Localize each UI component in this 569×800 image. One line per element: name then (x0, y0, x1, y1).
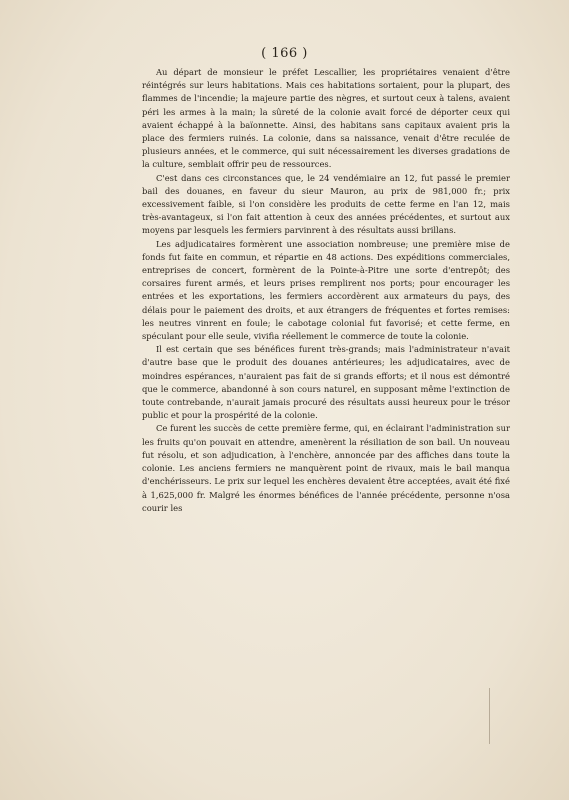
paragraph: Les adjudicataires formèrent une association nombreuse; une première mise de fonds fut faite en commun, et répartie en 48 actions. Des expéditions commerciales, entreprises de concert, formèrent de la Pointe-à-Pitre une sorte d'entrepôt; des corsaires furent armés, et leurs prises remplirent nos ports; pour encourager les entrées et les exportations, les fermiers accordèrent aux armateurs du pays, des délais pour le paiement des droits, et aux étrangers de fréquentes et fortes remises: les neutres vinrent en foule; le cabotage colonial fut favorisé; et cette ferme, en spéculant pour elle seule, vivifia réellement le commerce de toute la colonie. (142, 238, 510, 342)
body-text (142, 66, 510, 515)
paragraph: Au départ de monsieur le préfet Lescallier, les propriétaires venaient d'être réintégrés sur leurs habitations. Mais ces habitations sortaient, pour la plupart, des flammes de l'incendie; la majeure partie des nègres, et surtout ceux à talens, avaient péri les armes à la main; la sûreté de la colonie avait forcé de déporter ceux qui avaient échappé à la baïonnette. Ainsi, des habitans sans capitaux avaient pris la place des fermiers ruinés. La colonie, dans sa naissance, venait d'être reculée de plusieurs années, et le commerce, qui suit nécessairement les diverses gradations de la culture, semblait offrir peu de ressources. (142, 67, 510, 170)
paragraph: Il est certain que ses bénéfices furent très-grands; mais l'administrateur n'avait d'autre base que le produit des douanes antérieures; les adjudicataires, avec de moindres espérances, n'auraient pas fait de si grands efforts; et il nous est démontré que le commerce, abandonné à son cours naturel, en supposant même l'extinction de toute contrebande, n'aurait jamais procuré des résultats aussi heureux pour le trésor public et pour la prospérité de la colonie. (142, 344, 510, 421)
paragraph: Ce furent les succès de cette première ferme, qui, en éclairant l'administration sur les fruits qu'on pouvait en attendre, amenèrent la résiliation de son bail. Un nouveau fut résolu, et son adjudication, à l'enchère, annoncée par des affiches dans toute la colonie. Les anciens fermiers ne manquèrent point de rivaux, mais le bail manqua d'enchérisseurs. Le prix sur lequel les enchères devaient être acceptées, avait été fixé à 1,625,000 fr. Malgré les énormes bénéfices de l'année précédente, personne n'osa courir les (142, 423, 510, 513)
page-number: ( 166 ) (261, 46, 308, 61)
margin-mark (489, 688, 490, 744)
paragraph: C'est dans ces circonstances que, le 24 vendémiaire an 12, fut passé le premier bail des douanes, en faveur du sieur Mauron, au prix de 981,000 fr.; prix excessivement faible, si l'on considère les produits de cette ferme en l'an 12, mais très-avantageux, si l'on fait attention à ceux des années précédentes, et surtout aux moyens par lesquels les fermiers parvinrent à des résultats aussi brillans. (142, 172, 510, 236)
